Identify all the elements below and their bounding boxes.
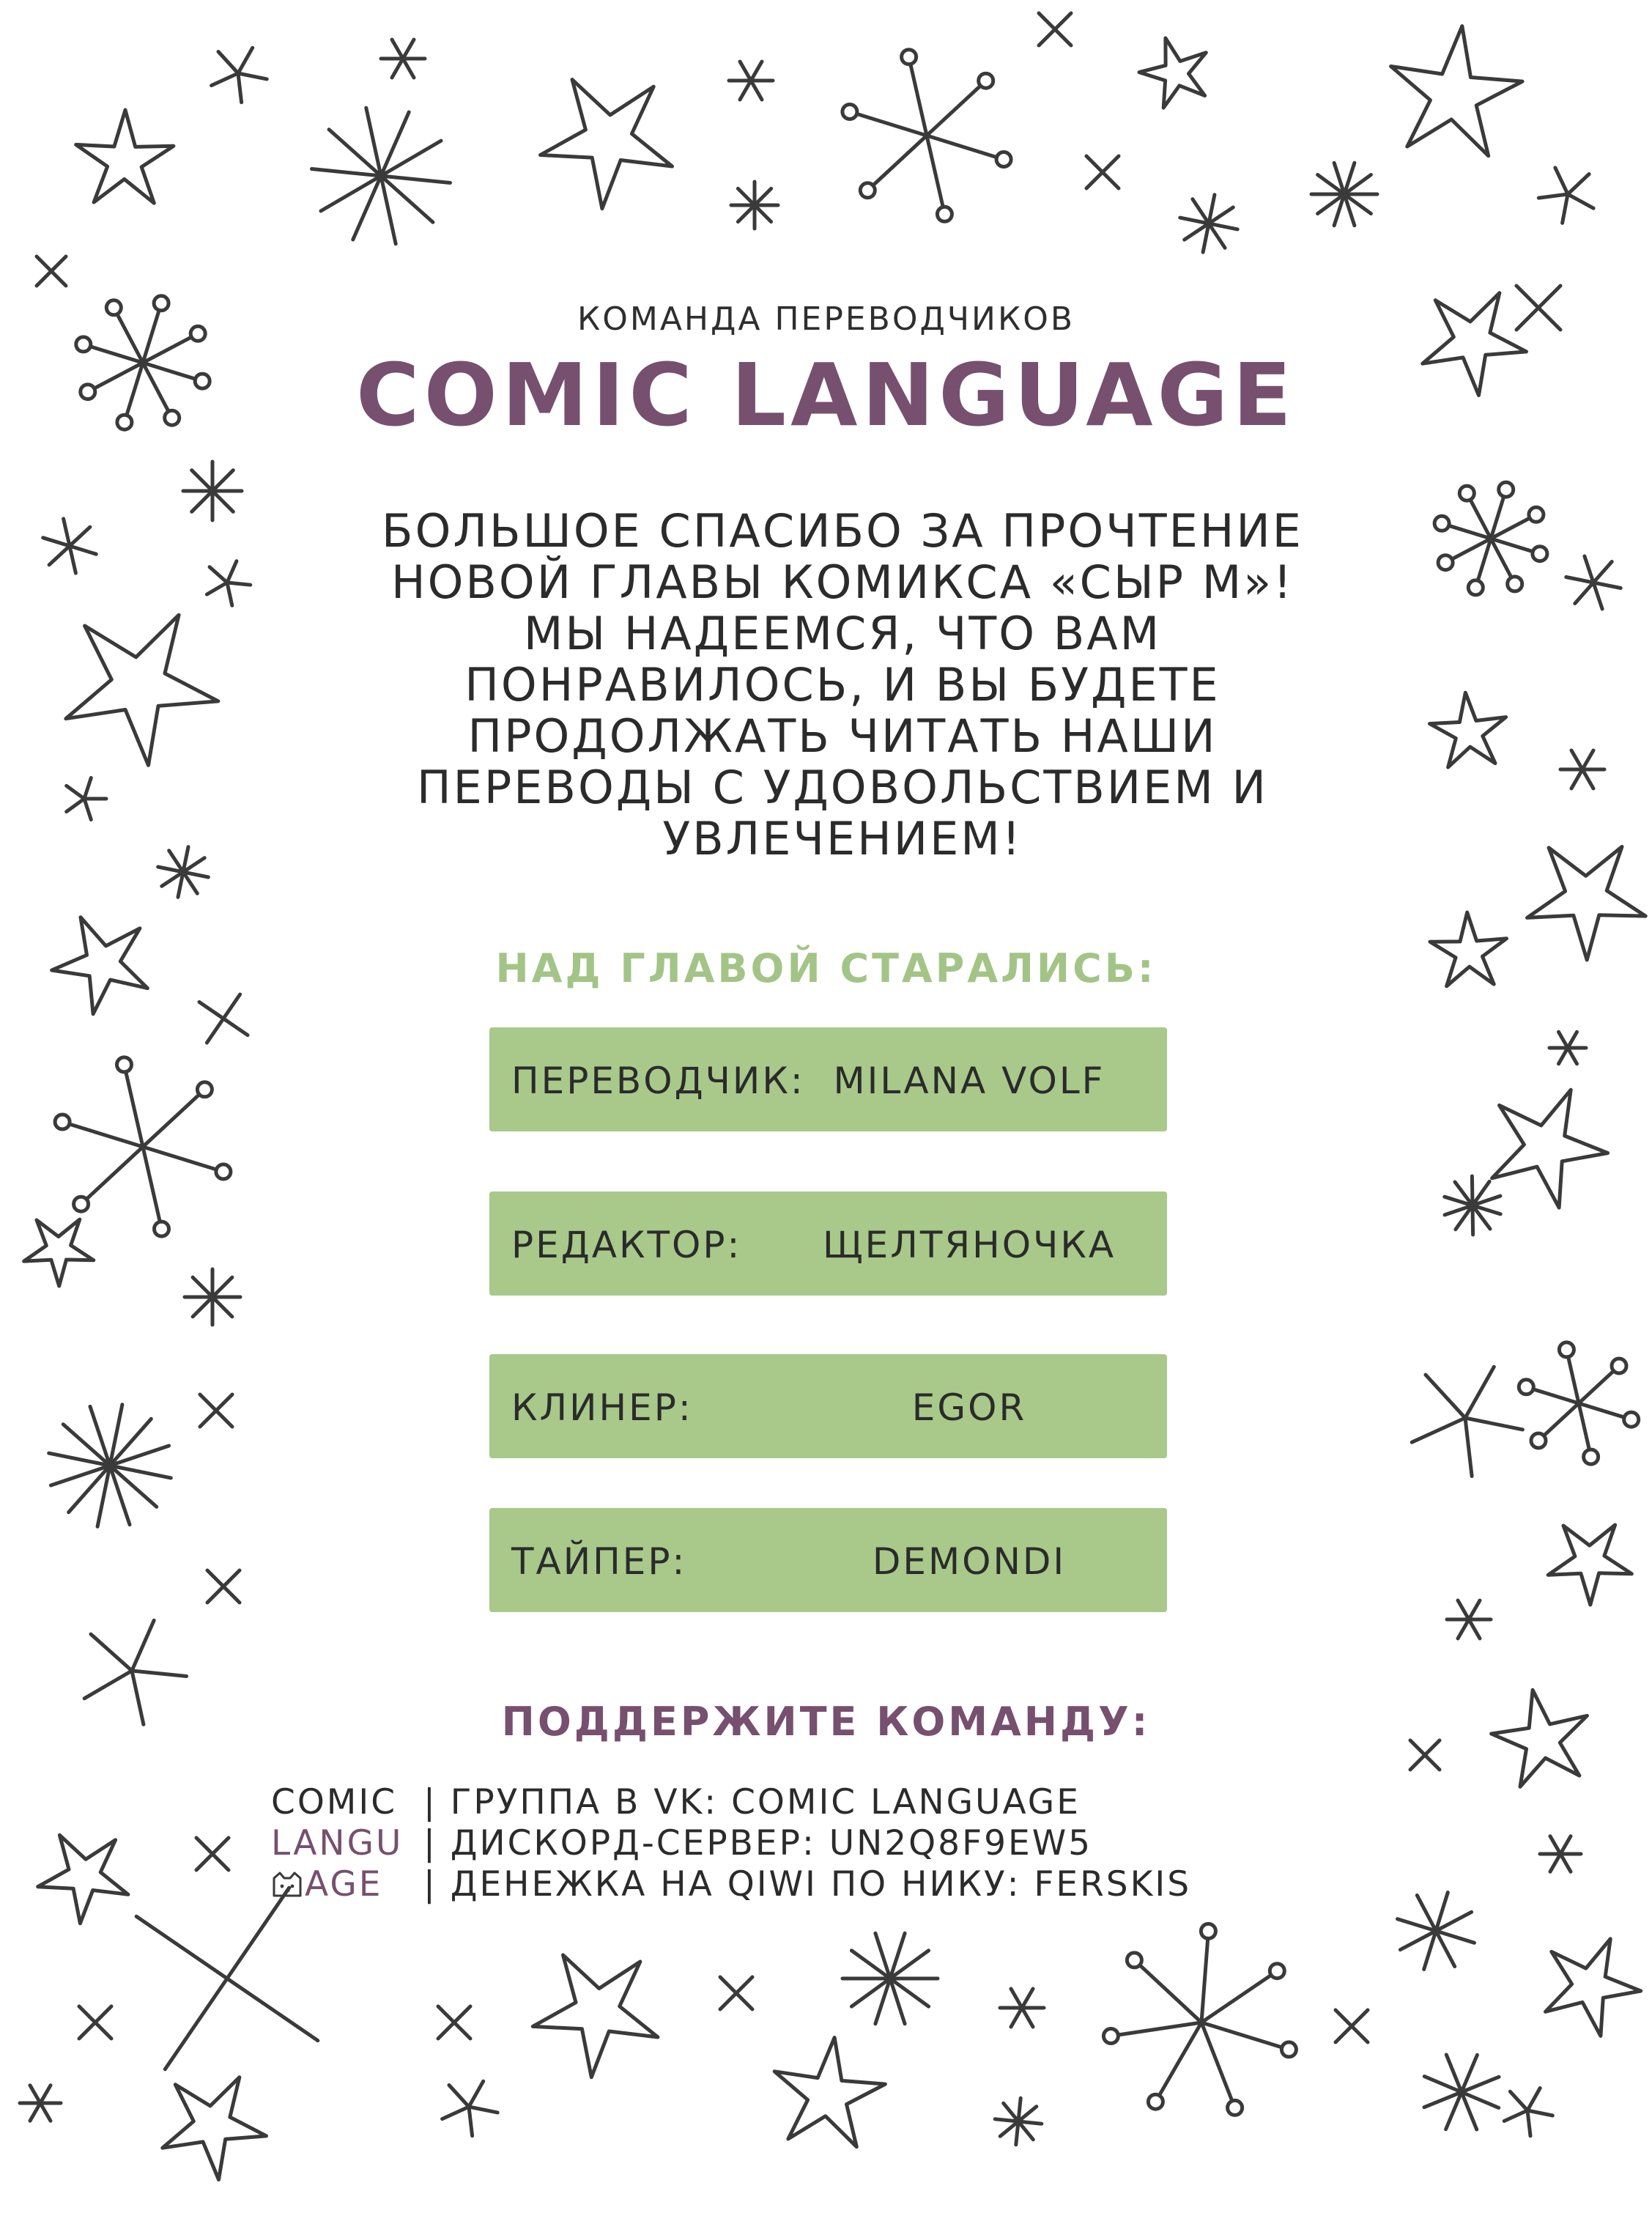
snowflake-bead [1148,2094,1163,2109]
credit-role: РЕДАКТОР: [511,1224,742,1266]
snowflake-bead [74,1197,89,1211]
snowflake-bead [1533,547,1547,561]
star-doodle-icon [38,1835,128,1924]
snowflake-bead [1499,482,1514,497]
snowflake-bead [1281,2042,1296,2057]
star-doodle-icon [1445,1176,1500,1235]
cross-doodle-icon [200,1394,232,1427]
star-doodle-icon [1560,750,1604,788]
snowflake-bead [1228,2100,1242,2115]
snowflake-bead [1438,555,1453,570]
star-doodle-icon [1566,556,1620,609]
snowflake-bead [1584,1449,1599,1464]
cat-face-icon [271,1871,303,1899]
credit-cleaner [489,1354,1167,1458]
support-row-qiwi [271,1864,1370,1905]
snowflake-bead [1612,1359,1626,1373]
credit-name: MILANA VOLF [833,1060,1105,1102]
star-doodle-icon [1447,1600,1491,1638]
star-doodle-icon [1180,195,1237,252]
credit-translator [489,1027,1167,1131]
support-discord-text: | ДИСКОРД-СЕРВЕР: UN2Q8F9EW5 [423,1823,1093,1863]
support-row-discord [271,1823,1370,1864]
star-doodle-icon [1538,168,1593,223]
credit-name: DEMONDI [872,1540,1067,1583]
credit-editor [489,1192,1167,1296]
snowflake-bead [996,152,1011,167]
support-qiwi-text: | ДЕНЕЖКА НА QIWI ПО НИКУ: FERSKIS [423,1864,1192,1904]
credit-role: ПЕРЕВОДЧИК: [511,1060,805,1102]
star-doodle-icon [1424,2055,1499,2129]
star-doodle-icon [995,2098,1042,2145]
cross-doodle-icon [37,256,66,286]
star-doodle-icon [541,80,673,209]
star-doodle-icon [1139,38,1206,108]
team-subtitle: КОМАНДА ПЕРЕВОДЧИКОВ [577,300,1075,338]
star-doodle-icon [1492,1090,1608,1208]
star-doodle-icon [185,1269,240,1325]
snowflake-doodle-icon [1449,497,1533,581]
snowflake-bead [1624,1412,1639,1427]
cross-doodle-icon [720,1977,752,2009]
credit-name: EGOR [911,1386,1027,1429]
snowflake-bead [1434,516,1449,531]
cross-doodle-icon [438,2006,470,2039]
star-doodle-icon [158,847,209,898]
credit-role: КЛИНЕР: [511,1386,693,1429]
snowflake-bead [1468,580,1483,595]
snowflake-bead [216,1164,231,1179]
cross-doodle-icon [196,1838,229,1870]
cross-doodle-icon [1336,2010,1368,2042]
star-doodle-icon [312,108,451,244]
star-doodle-icon [533,1955,658,2077]
star-doodle-icon [1540,1836,1581,1872]
team-title: COMIC LANGUAGE [355,344,1296,446]
star-doodle-icon [1504,2088,1552,2136]
snowflake-bead [937,207,952,221]
snowflake-doodle-icon [70,1072,217,1222]
snowflake-bead [1103,2029,1118,2044]
snowflake-bead [1270,1964,1284,1979]
star-doodle-icon [136,1888,318,2069]
star-doodle-icon [1549,1032,1586,1063]
cross-doodle-icon [1410,1740,1440,1770]
star-doodle-icon [207,561,250,606]
star-doodle-icon [24,1219,94,1286]
support-row-vk [271,1782,1370,1823]
credits-heading: НАД ГЛАВОЙ СТАРАЛИСЬ: [495,945,1157,991]
star-doodle-icon [43,519,97,573]
star-doodle-icon [1311,163,1377,226]
star-doodle-icon [381,40,425,78]
star-doodle-icon [183,462,242,520]
cross-doodle-icon [1039,13,1071,45]
logo-line: LANGU [271,1823,404,1863]
snowflake-bead [197,1082,212,1097]
star-doodle-icon [76,110,174,203]
cross-doodle-icon [79,2006,111,2039]
snowflake-bead [842,105,857,119]
cross-doodle-icon [207,1570,240,1603]
star-doodle-icon [1398,1893,1475,1970]
snowflake-bead [1127,1953,1141,1968]
star-doodle-icon [49,1405,171,1527]
star-doodle-icon [731,182,778,229]
logo-line: AGE [305,1864,383,1904]
snowflake-bead [1201,1924,1215,1938]
star-doodle-icon [199,994,248,1043]
snowflake-bead [55,1115,70,1129]
star-doodle-icon [729,62,773,100]
snowflake-bead [979,73,993,88]
logo-line-with-cat [271,1864,410,1904]
star-doodle-icon [1412,1367,1522,1476]
cross-doodle-icon [1086,156,1119,188]
logo-line: COMIC [271,1782,398,1822]
snowflake-bead [1519,1380,1533,1394]
credit-name: ЩЕЛТЯНОЧКА [822,1224,1116,1266]
support-list [271,1782,1370,1905]
support-heading: ПОДДЕРЖИТЕ КОМАНДУ: [501,1699,1151,1745]
star-doodle-icon [1546,1939,1641,2036]
credit-typer [489,1508,1167,1612]
credit-role: ТАЙПЕР: [511,1540,687,1583]
star-doodle-icon [20,2085,61,2121]
support-vk-text: | ГРУППА В VK: COMIC LANGUAGE [423,1782,1081,1822]
snowflake-doodle-icon [1533,1357,1624,1450]
star-doodle-icon [1391,26,1523,156]
star-doodle-icon [212,48,267,103]
snowflake-bead [1531,1433,1546,1448]
snowflake-doodle-icon [1118,1938,1282,2101]
star-doodle-icon [163,2077,267,2180]
star-doodle-icon [66,615,218,765]
star-doodle-icon [1429,692,1505,767]
snowflake-doodle-icon [857,64,997,207]
star-doodle-icon [842,1933,938,2024]
thank-you-message: БОЛЬШОЕ СПАСИБО ЗА ПРОЧТЕНИЕ НОВОЙ ГЛАВЫ КОМИКСА «СЫР М»! МЫ НАДЕЕМСЯ, ЧТО ВАМ ПОНРАВИЛОСЬ, И ВЫ БУДЕТЕ ПРОДОЛЖАТЬ ЧИТАТЬ НАШИ ПЕРЕВОДЫ С УДОВОЛЬСТВИЕМ И УВЛЕЧЕНИЕМ! [382,504,1303,865]
snowflake-bead [117,1057,132,1072]
snowflake-bead [1459,486,1474,500]
star-doodle-icon [442,2081,498,2136]
snowflake-bead [155,1222,169,1236]
snowflake-bead [1529,507,1544,522]
star-doodle-icon [1527,847,1646,961]
star-doodle-icon [774,2038,885,2147]
snowflake-bead [1559,1342,1574,1357]
star-doodle-icon [67,778,106,820]
star-doodle-icon [1548,1525,1631,1605]
star-doodle-icon [1000,1989,1044,2027]
snowflake-bead [860,183,875,198]
snowflake-bead [902,50,916,64]
snowflake-bead [1508,577,1522,591]
